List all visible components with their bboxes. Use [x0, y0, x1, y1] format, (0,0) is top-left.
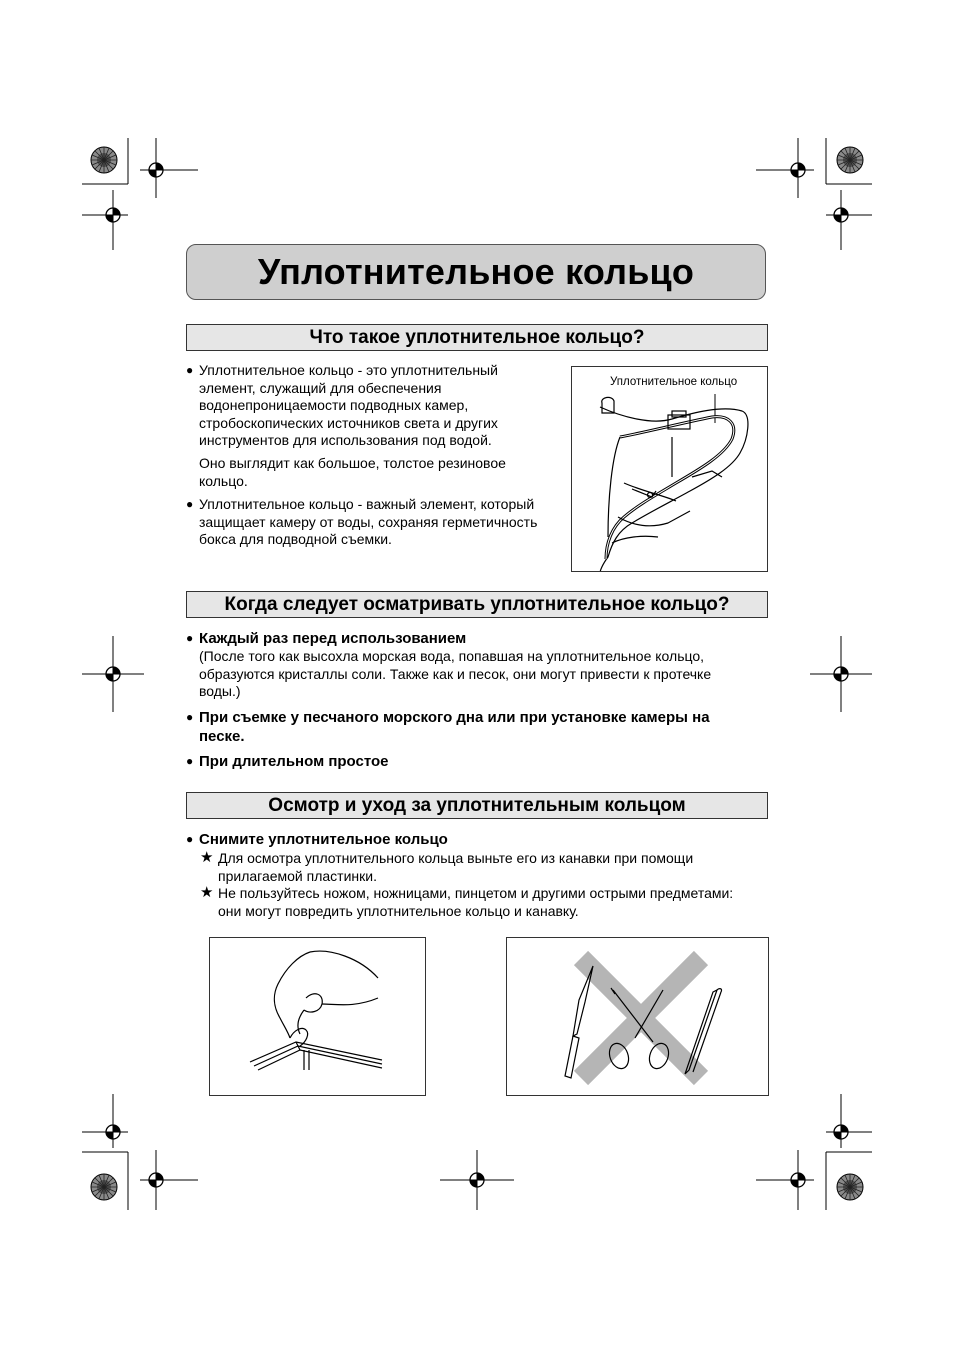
- bullet-when-2: [186, 708, 766, 746]
- text-line: водонепроницаемости подводных камер,: [199, 397, 469, 413]
- star-icon: ★: [200, 884, 214, 901]
- text-line: бокса для подводной съемки.: [199, 531, 392, 547]
- bullet-what-is-2: [186, 496, 561, 549]
- text-line: Уплотнительное кольцо - это уплотнительный: [199, 362, 498, 378]
- o-ring-figure: [571, 366, 768, 572]
- bullet-when-3: [186, 752, 766, 771]
- sharp-tools-figure: [506, 937, 769, 1096]
- text-line: инструментов для использования под водой.: [199, 432, 492, 448]
- hand-removing-o-ring-illustration: [210, 938, 426, 1096]
- text-line: (После того как высохла морская вода, попавшая на уплотнительное кольцо,: [199, 648, 705, 664]
- bullet-title: Каждый раз перед использованием: [199, 630, 467, 647]
- knife-scissors-tweezers-crossed-illustration: [507, 938, 769, 1096]
- bullet-what-is-1: [186, 362, 556, 450]
- text-line: воды.): [199, 683, 241, 699]
- text-line: песке.: [199, 728, 245, 745]
- bullet-dot: ●: [186, 832, 194, 846]
- bullet-dot: ●: [186, 754, 194, 768]
- star-icon: ★: [200, 849, 214, 866]
- page-title: Уплотнительное кольцо: [257, 251, 695, 292]
- figure-label: Уплотнительное кольцо: [610, 376, 738, 388]
- section-heading-what-is: Что такое уплотнительное кольцо?: [186, 324, 768, 351]
- text-line: При съемке у песчаного морского дна или при установке камеры на: [199, 709, 710, 726]
- o-ring-housing-illustration: [572, 367, 768, 572]
- bullet-dot: ●: [186, 363, 194, 377]
- bullet-title: При длительном простое: [199, 753, 389, 770]
- section-heading-when-inspect: Когда следует осматривать уплотнительное кольцо?: [186, 591, 768, 618]
- note-use-plate: [200, 850, 760, 885]
- text-line: прилагаемой пластинки.: [218, 867, 377, 884]
- text-line: Оно выглядит как большое, толстое резиновое: [199, 455, 506, 471]
- note-what-is: [199, 455, 559, 490]
- text-line: образуются кристаллы соли. Также как и песок, они могут привести к протечке: [199, 665, 712, 682]
- text-line: они могут повредить уплотнительное кольцо и канавку.: [218, 902, 579, 919]
- text-line: стробоскопических источников света и других: [199, 414, 498, 431]
- text-line: кольцо.: [199, 472, 248, 489]
- page-title-box: [186, 244, 766, 300]
- bullet-when-1: [186, 629, 766, 701]
- text-line: элемент, служащий для обеспечения: [199, 379, 442, 396]
- bullet-dot: ●: [186, 710, 194, 724]
- section-heading-inspection-care: Осмотр и уход за уплотнительным кольцом: [186, 792, 768, 819]
- bullet-dot: ●: [186, 631, 194, 645]
- hand-removing-figure: [209, 937, 426, 1096]
- bullet-dot: ●: [186, 497, 194, 511]
- text-line: Не пользуйтесь ножом, ножницами, пинцетом и другими острыми предметами:: [218, 885, 734, 901]
- bullet-title: Снимите уплотнительное кольцо: [199, 831, 448, 848]
- text-line: Уплотнительное кольцо - важный элемент, который: [199, 496, 535, 512]
- bullet-remove-o-ring: [186, 830, 766, 849]
- note-no-sharp-objects: [200, 885, 760, 920]
- text-line: защищает камеру от воды, сохраняя герметичность: [199, 513, 538, 530]
- text-line: Для осмотра уплотнительного кольца выньте его из канавки при помощи: [218, 850, 694, 866]
